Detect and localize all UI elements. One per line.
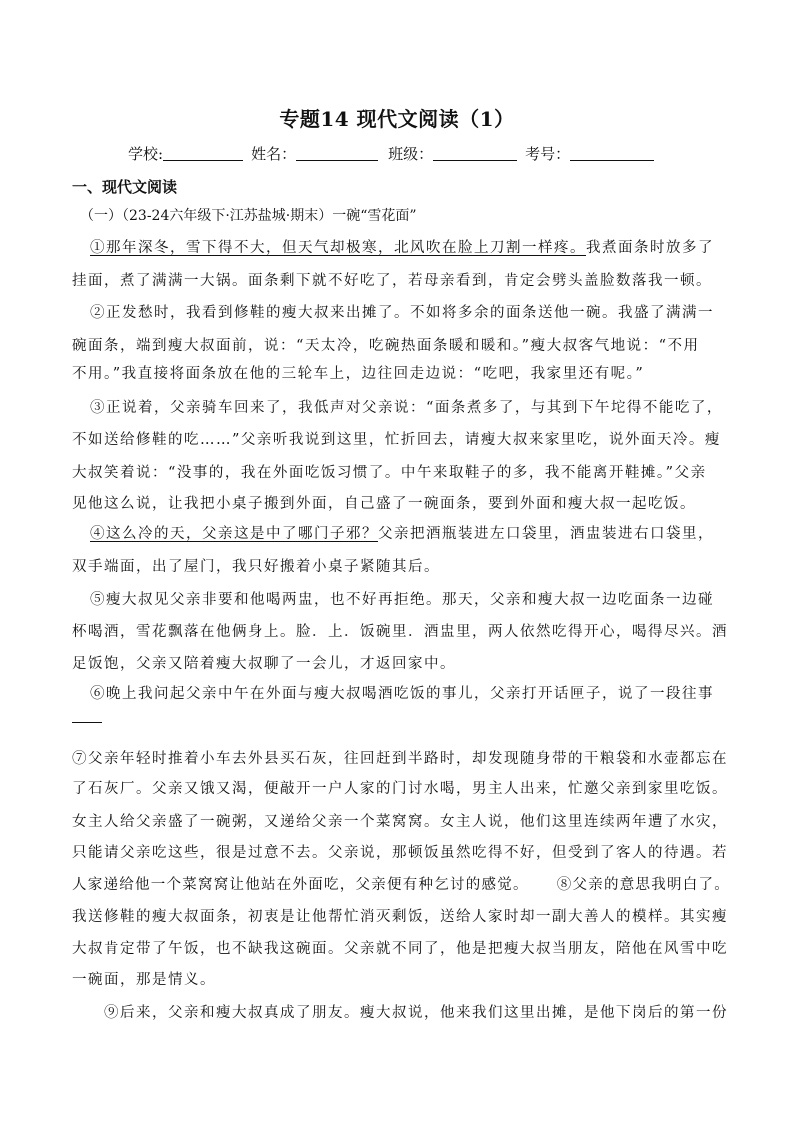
text-line: 碗面条，端到瘦大叔面前，说：“天太冷，吃碗热面条暖和暖和。”瘦大叔客气地说：“不用 bbox=[72, 338, 700, 354]
text-line: 了石灰厂。父亲又饿又渴，便敲开一户人家的门讨水喝，男主人出来，忙邀父亲到家里吃饭。 bbox=[72, 781, 728, 797]
text-line: 我送修鞋的瘦大叔面条，初衷是让他帮忙消灭剩饭，送给人家时却一副大善人的模样。其实瘦 bbox=[72, 909, 728, 925]
text-line: 双手端面，出了屋门，我只好搬着小桌子紧随其后。 bbox=[72, 559, 440, 575]
name-blank bbox=[296, 146, 378, 161]
underlined-sentence: ④这么冷的天，父亲这是中了哪门子邪？ bbox=[90, 526, 378, 542]
text-segment: 父亲把酒瓶装进左口袋里，酒盅装进右口袋里， bbox=[378, 526, 714, 542]
class-label: 班级： bbox=[388, 145, 434, 163]
section-heading: 一、现代文阅读 bbox=[72, 178, 178, 196]
text-line: 杯喝酒，雪花飘落在他俩身上。脸．上．饭碗里．酒盅里，两人依然吃得开心，喝得尽兴。酒 bbox=[72, 624, 728, 640]
text-line: 只能请父亲吃这些，很是过意不去。父亲说，那顿饭虽然吃得不好，但受到了客人的待遇。若 bbox=[72, 845, 728, 861]
text-line bbox=[90, 238, 730, 258]
text-line: 挂面，煮了满满一大锅。面条剩下就不好吃了，若母亲看到，肯定会劈头盖脸数落我一顿。 bbox=[72, 273, 712, 289]
text-segment: ⑧父亲的意思我明白了。 bbox=[556, 877, 730, 893]
text-line bbox=[90, 524, 730, 544]
text-line: 不如送给修鞋的吃……”父亲听我说到这里，忙折回去，请瘦大叔来家里吃，说外面天冷。瘦 bbox=[72, 432, 721, 448]
exam-no-blank bbox=[570, 146, 654, 161]
underlined-sentence: ①那年深冬，雪下得不大，但天气却极寒，北风吹在脸上刀割一样疼。 bbox=[90, 240, 586, 256]
school-blank bbox=[163, 146, 243, 161]
text-line: ⑦父亲年轻时推着小车去外县买石灰，往回赶到半路时，却发现随身带的干粮袋和水壶都忘在 bbox=[72, 751, 728, 767]
text-line: ③正说着，父亲骑车回来了，我低声对父亲说：“面条煮多了，与其到下午坨得不能吃了， bbox=[90, 400, 723, 416]
text-line: 大叔笑着说：“没事的，我在外面吃饭习惯了。中午来取鞋子的多，我不能离开鞋摊。”父亲 bbox=[72, 465, 707, 481]
document-title: 专题14 现代文阅读（1） bbox=[279, 107, 515, 131]
dash-line bbox=[72, 722, 102, 723]
text-line: ⑨后来，父亲和瘦大叔真成了朋友。瘦大叔说，他来我们这里出摊，是他下岗后的第一份 bbox=[104, 1005, 728, 1021]
text-line: ⑥晚上我问起父亲中午在外面与瘦大叔喝酒吃饭的事儿，父亲打开话匣子，说了一段往事 bbox=[90, 686, 714, 702]
text-line: 不用。”我直接将面条放在他的三轮车上，边往回走边说：“吃吧，我家里还有呢。” bbox=[72, 366, 645, 382]
text-line bbox=[72, 875, 732, 895]
text-line: 女主人给父亲盛了一碗粥，又递给父亲一个菜窝窝。女主人说，他们这里连续两年遭了水灾， bbox=[72, 814, 728, 830]
class-blank bbox=[433, 146, 517, 161]
text-line: 见他这么说，让我把小桌子搬到外面，自己盛了一碗面条，要到外面和瘦大叔一起吃饭。 bbox=[72, 496, 696, 512]
school-label: 学校: bbox=[128, 145, 164, 163]
text-line: 足饭饱，父亲又陪着瘦大叔聊了一会儿，才返回家中。 bbox=[72, 656, 456, 672]
exam-no-label: 考号： bbox=[525, 145, 571, 163]
student-info-row bbox=[128, 143, 688, 167]
name-label: 姓名： bbox=[251, 145, 297, 163]
text-line: 一碗面，那是情义。 bbox=[72, 972, 216, 988]
text-segment: 人家递给他一个菜窝窝让他站在外面吃，父亲便有种乞讨的感觉。 bbox=[72, 877, 529, 893]
text-line: 大叔肯定带了午饭，也不缺我这碗面。父亲就不同了，他是把瘦大叔当朋友，陪他在风雪中吃 bbox=[72, 941, 728, 957]
text-segment: 我煮面条时放多了 bbox=[586, 240, 714, 256]
text-line: ②正发愁时，我看到修鞋的瘦大叔来出摊了。不如将多余的面条送他一碗。我盛了满满一 bbox=[90, 305, 714, 321]
passage-source: （一）（23-24六年级下·江苏盐城·期末）一碗“雪花面” bbox=[80, 208, 417, 224]
text-line: ⑤瘦大叔见父亲非要和他喝两盅，也不好再拒绝。那天，父亲和瘦大叔一边吃面条一边碰 bbox=[90, 592, 714, 608]
